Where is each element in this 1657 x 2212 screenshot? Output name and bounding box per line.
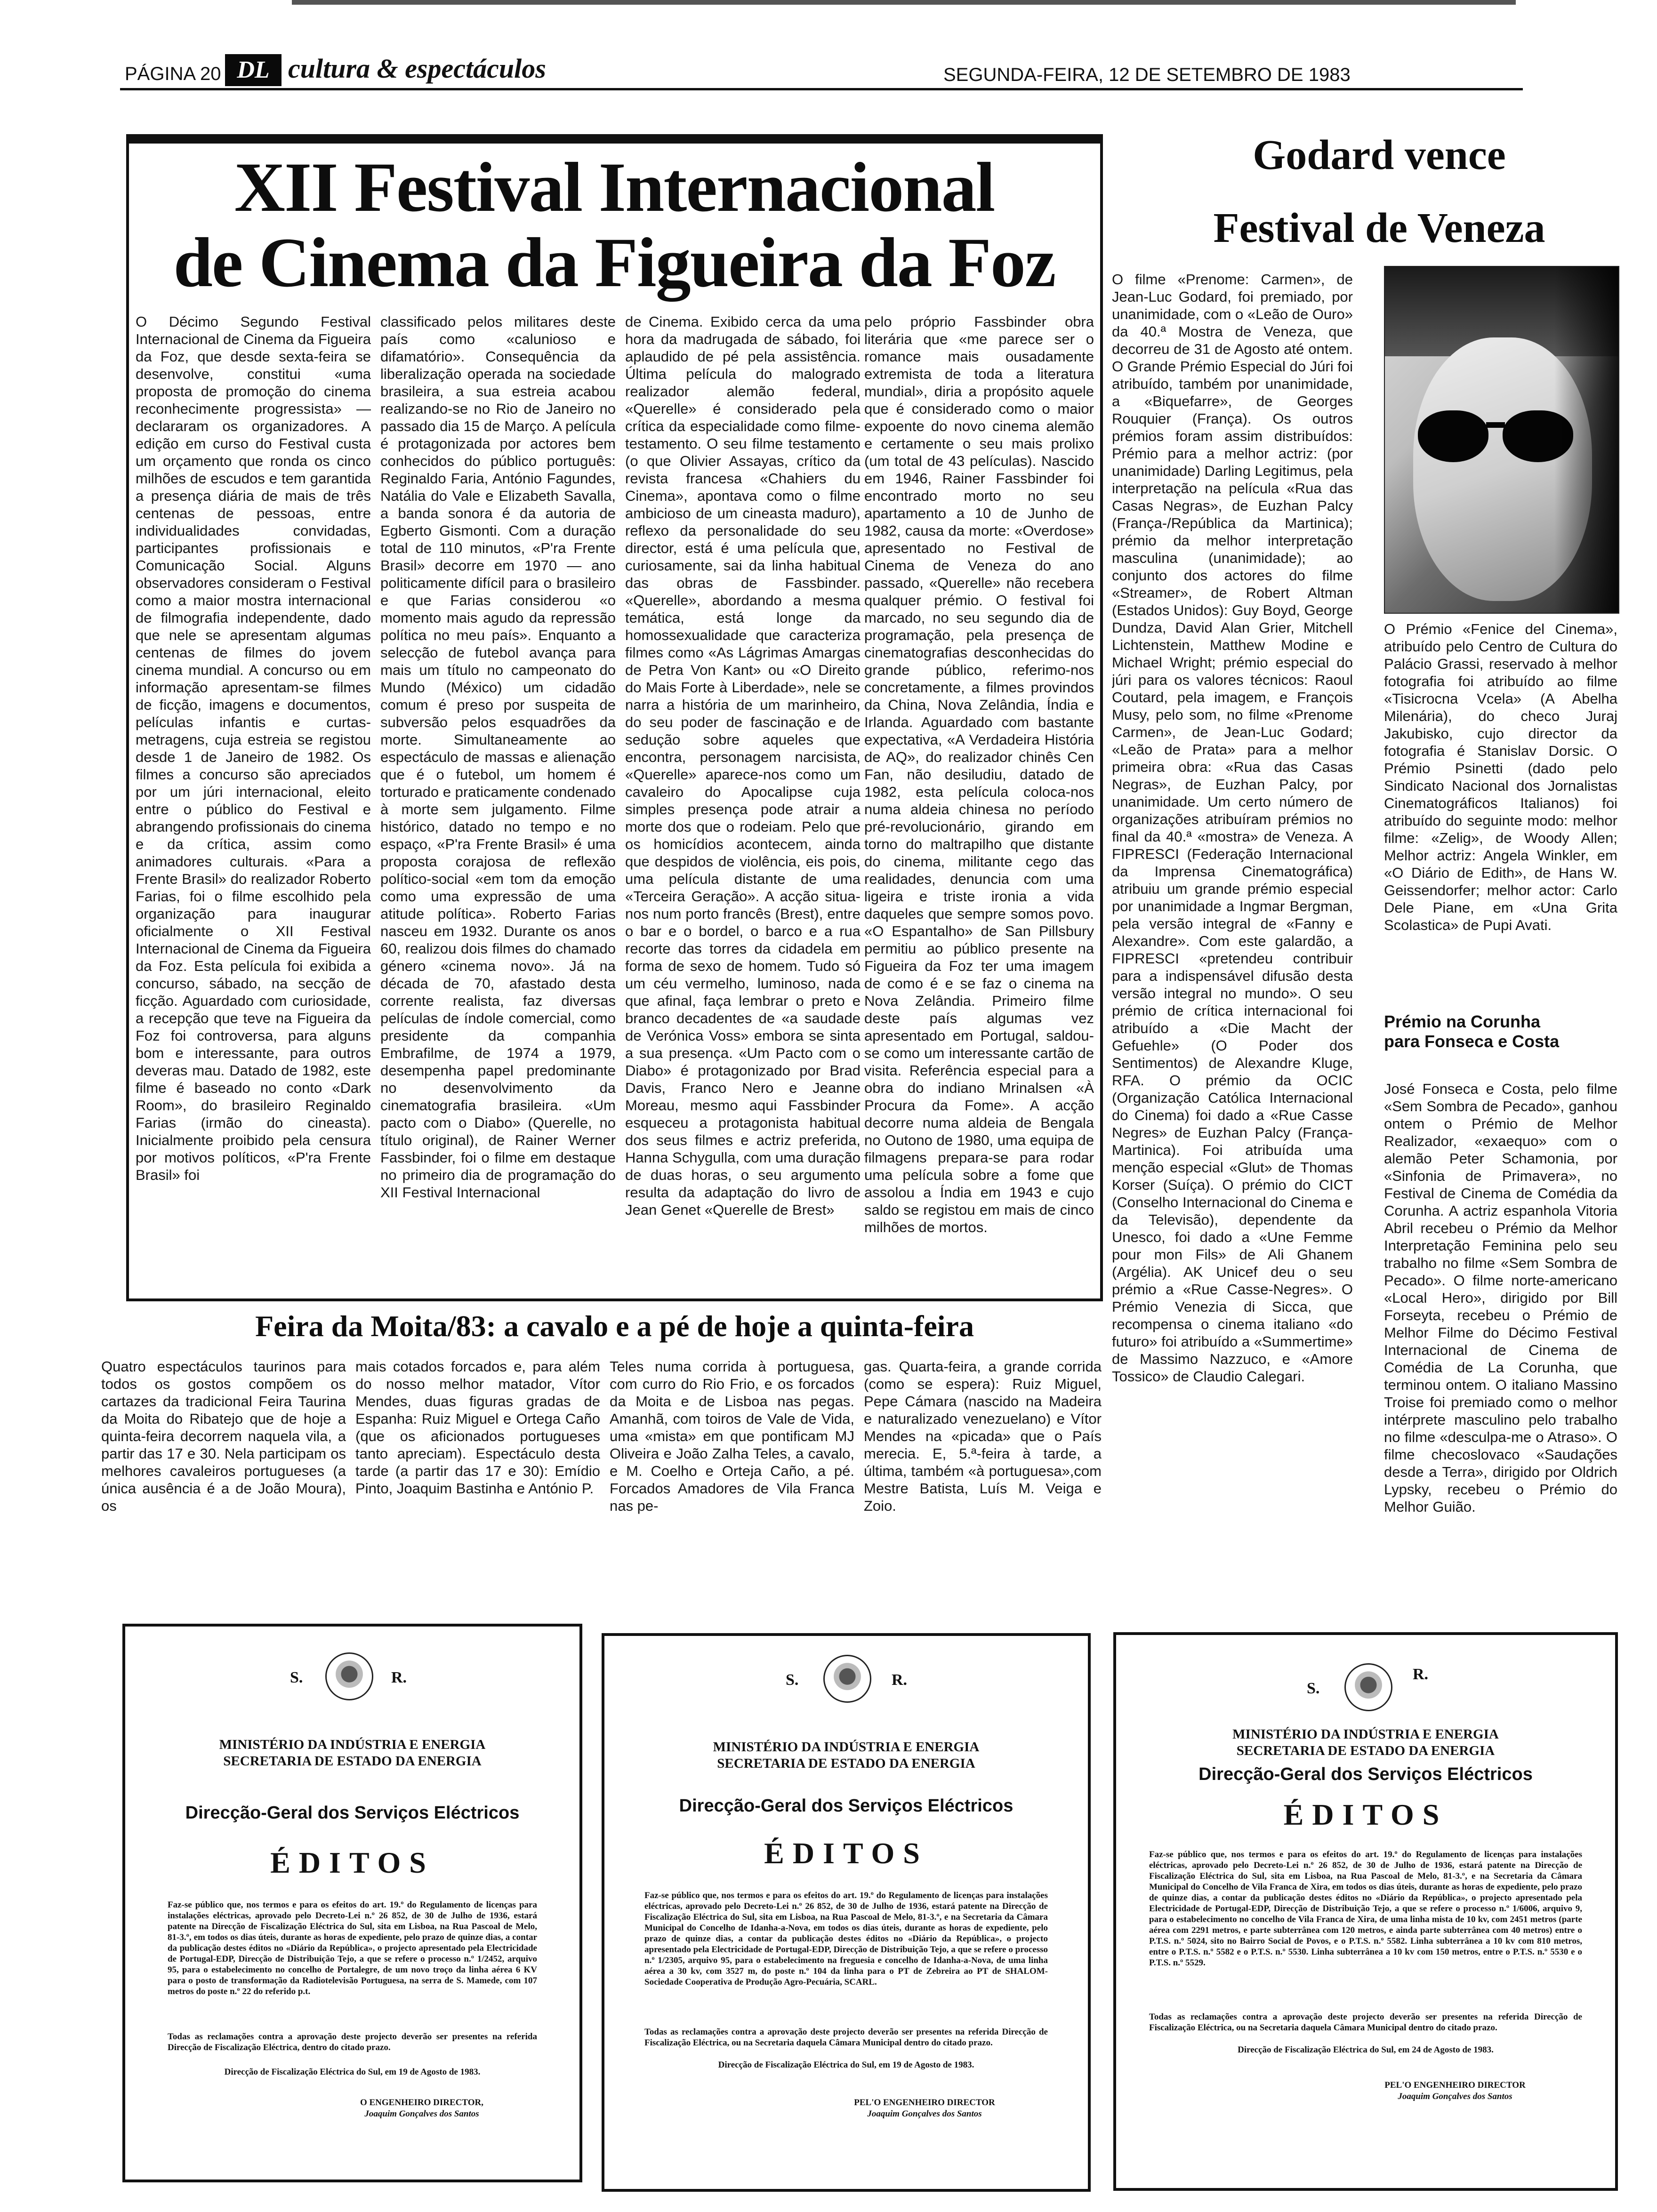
signer-name: Joaquim Gonçalves dos Santos [1398,2092,1512,2101]
signer-title: PEL'O ENGENHEIRO DIRECTOR [1384,2080,1526,2090]
edict-notice-3 [1113,1632,1618,2191]
moita-title: Feira da Moita/83: a cavalo e a pé de hoje a quinta-feira [255,1309,974,1343]
festival-col3: de Cinema. Exibido cerca da uma hora da madrugada de sábado, foi aplaudido de pé pela assistência. Última película do malogrado realizador alemão federal, «Querelle» é considerado pela crítica da especialidade como filme-testamento. O seu filme testamento (o que Olivier Assayas, crítico da revista francesa «Chahiers du Cinema», apontava como o filme ambicioso de um cineasta maduro), reflexo da personalidade do seu director, está é uma película que, curiosamente, sai da linha habitual das obras de Fassbinder. «Querelle», abordando a mesma temática, está longe da homossexualidade que caracteriza filmes como «As Lágrimas Amargas de Petra Von Kant» ou «O Direito do Mais Forte à Liberdade», nele se narra a história de um marinheiro, do seu poder de fascinação e de sedução sobre aqueles que encontra, personagem narcisista, «Querelle» aparece-nos como um cavaleiro do Apocalipse cuja simples presença pode atrair a morte dos que o rodeiam. Pelo que os homicídios acontecem, ainda que despidos de violência, eis pois, uma película distante de uma «Terceira Geração». A acção situa-nos num porto francês (Brest), entre o bar e o bordel, o barco e a rua recorte das torres da cidadela em forma de sexo de homem. Tudo só um céu vermelho, luminoso, nada que afinal, faça lembrar o preto e branco decadentes de «a saudade de Verónica Voss» embora se sinta a sua presença. «Um Pacto com o Diabo» é protagonizado por Brad Davis, Franco Nero e Jeanne Moreau, mesmo aqui Fassbinder esqueceu a protagonista habitual dos seus filmes e actriz preferida, Hanna Schygulla, com uma duração de duas horas, o seu argumento resulta da adaptação do livro de Jean Genet «Querelle de Brest» [625,313,861,1218]
godard-text-right: O Prémio «Fenice del Cinema», atribuído pelo Centro de Cultura do Palácio Grassi, reservado à melhor fotografia foi atribuído ao filme «Tisicrocna Vcela» (A Abelha Milenária), do checo Juraj Jakubisko, cujo director da fotografia é Stanislav Dorsic. O Prémio Psinetti (dado pelo Sindicato Nacional dos Jornalistas Cinematográficos Italianos) foi atribuído do seguinte modo: melhor filme: «Zelig», de Woody Allen; Melhor actriz: Angela Winkler, em «O Diário de Edith», de Hans W. Geissendorfer; melhor actor: Carlo Dele Piane, em «Una Grita Scolastica» de Pupi Avati. [1384,621,1617,933]
corunha-title-line1: Prémio na Corunha [1384,1012,1541,1031]
ministry-name: MINISTÉRIO DA INDÚSTRIA E ENERGIA [1232,1727,1499,1742]
edict-claims: Todas as reclamações contra a aprovação deste projecto deverão ser presentes na referida Direcção de Fiscalização Eléctrica, ou na Secretaria daquela Câmara Municipal dentro do citado prazo. [1149,2012,1582,2033]
coat-of-arms-icon [1344,1663,1392,1711]
edict-body: Faz-se público que, nos termos e para os efeitos do art. 19.º do Regulamento de licenças para instalações eléctricas, aprovado pelo Decreto-Lei n.º 26 852, de 30 de Julho de 1936, estará patente na Direcção de Fiscalização Eléctrica do Sul, sita em Lisboa, na Rua Pascoal de Melo, 81-3.º, e na Secretaria da Câmara Municipal do Concelho de Vila Franca de Xira, em todos os dias úteis, durante as horas de expediente, pelo prazo de quinze dias, a contar da publicação destes éditos no «Diário da República», o projecto apresentado pela Electricidade de Portugal-EDP, Direcção de Distribuição Tejo, a que se refere o processo n.º 1/6006, arquivo 9, para o estabelecimento no concelho de Vila Franca de Xira, de uma linha mista de 10 kv, com 2451 metros (parte aérea com 2291 metros, e parte subterrânea com 120 metros, e ainda parte subterrânea com 40 metros) entre o P.T.S. n.º 5024, sito no Bairro Social de Povos, e o P.T.S. n.º 5582. Linha subterrânea a 10 kv com 810 metros, entre o P.T.S. n.º 5582 e o P.T.S. n.º 5530. Linha subterrânea a 10 kv com 150 metros, entre o P.T.S. n.º 5530 e o P.T.S. n.º 5529. [1149,1850,1582,1968]
signer-name: Joaquim Gonçalves dos Santos [364,2109,479,2119]
godard-text-left: O filme «Prenome: Carmen», de Jean-Luc Godard, foi premiado, por unanimidade, com o «Leão de Ouro» da 40.ª Mostra de Veneza, que decorreu de 31 de Agosto até ontem. O Grande Prémio Especial do Júri foi atribuído, também por unanimidade, a «Biquefarre», de Georges Rouquier (França). Os outros prémios foram assim distribuídos: Prémio para a melhor actriz: (por unanimidade) Darling Legitimus, pela interpretação na película «Rua das Casas Negras», de Euzhan Palcy (França-/República da Martinica); prémio da melhor interpretação masculina (unanimidade); ao conjunto dos actores do filme «Streamer», de Robert Altman (Estados Unidos): Guy Boyd, George Dundza, David Alan Grier, Mitchell Lichtenstein, Matthew Modine e Michael Wright; prémio especial do júri para os valores técnicos: Raoul Coutard, pela imagem, e François Musy, pelo som, no filme «Prenome Carmen», de Jean-Luc Godard; «Leão de Prata» para a melhor primeira obra: «Rua das Casas Negras», de Euzhan Palcy, por unanimidade. Um certo número de organizações atribuíram prémios no final da 40.ª «mostra» de Veneza. A FIPRESCI (Federação Internacional da Imprensa Cinematográfica) atribuiu um grande prémio especial por unanimidade a Ingmar Bergman, pela versão integral de «Fanny e Alexandre». Com este galardão, a FIPRESCI «pretendeu contribuir para a indispensável difusão desta versão integral no mundo». O seu prémio de crítica internacional foi atribuído a «Die Macht der Gefuehle» (O Poder dos Sentimentos) de Alexandre Kluge, RFA. O prémio da OCIC (Organização Católica Internacional do Cinema) foi dado a «Rue Casse Negres» de Euzhan Palcy (França-Martinica). Foi atribuída uma menção especial «Glut» de Thomas Korser (Suíça). O prémio do CICT (Conselho Internacional do Cinema e da Televisão), dependente da Unesco, foi dado a «Une Femme pour mon Fils» de Ali Ghanem (Argélia). AK Unicef deu o seu prémio a «Rue Casse-Negres». O Prémio Venezia di Sicca, que recompensa o cinema italiano «do futuro» foi atribuído a «Summertime» de Massimo Nazzuco, e «Amore Tossico» de Claudio Calegari. [1112,271,1353,1385]
notice-sr-s: S. [786,1671,799,1689]
notice-sr-r: R. [391,1669,407,1686]
corunha-text: José Fonseca e Costa, pelo filme «Sem Sombra de Pecado», ganhou ontem o Prémio de Melhor Realizador, «exaequo» com o alemão Peter Schamonia, por «Sinfonia de Primavera», no Festival de Cinema de Comédia da Corunha. A actriz espanhola Vitoria Abril recebeu o Prémio da Melhor Interpretação Feminina pelo seu trabalho no filme «Sem Sombra de Pecado». O filme norte-americano «Local Hero», dirigido por Bill Forseyta, recebeu o Prémio de Melhor Filme do Décimo Festival Internacional de Cinema de Comédia de La Corunha, que terminou ontem. O italiano Massino Troise foi premiado como o melhor intérprete masculino pelo trabalho no filme «desculpa-me o Atraso». O filme checoslovaco «Saudações desde a Terra», dirigido por Oldrich Lypsky, recebeu o Prémio do Melhor Guião. [1384,1081,1617,1515]
edict-heading: ÉDITOS [764,1836,928,1870]
ministry-name: MINISTÉRIO DA INDÚSTRIA E ENERGIA [713,1739,980,1755]
edict-body: Faz-se público que, nos termos e para os efeitos do art. 19.º do Regulamento de licenças para instalações eléctricas, aprovado pelo Decreto-Lei n.º 26 852, de 30 de Julho de 1936, estará patente na Direcção de Fiscalização Eléctrica do Sul, sita em Lisboa, na Rua Pascoal de Melo, 81-3.º, em todos os dias úteis, durante as horas de expediente, pelo prazo de quinze dias, a contar da publicação destes éditos no «Diário da República», o projecto apresentado pela Electricidade de Portugal-EDP, Direcção de Distribuição Tejo, a que se refere o processo n.º 1/2452, arquivo 95, para o estabelecimento no concelho de Portalegre, de um novo troço da linha aérea 6 KV para o posto de transformação da Radiotelevisão Portuguesa, na serra de S. Mamede, com 107 metros do poste n.º 22 do referido p.t. [168,1900,537,1996]
edict-notice-2 [602,1633,1091,2192]
festival-title-line1: XII Festival Internacional [234,148,995,226]
godard-title-line2: Festival de Veneza [1213,205,1545,251]
moita-col4: gas. Quarta-feira, a grande corrida (como se espera): Ruiz Miguel, Pepe Cámara (nascido na Madeira e naturalizado venezuelano) e Vítor Mendes na «picada» que o País merecia. E, 5.ª-feira à tarde, a última, também «à portuguesa»,com Mestre Batista, Luís M. Veiga e Zoio. [864,1358,1102,1514]
page-number: PÁGINA 20 [125,64,221,84]
edict-claims: Todas as reclamações contra a aprovação deste projecto deverão ser presentes na referida Direcção de Fiscalização Eléctrica, ou na Secretaria daquela Câmara Municipal dentro do citado prazo. [644,2027,1048,2048]
directorate-name: Direcção-Geral dos Serviços Eléctricos [679,1796,1014,1816]
edict-body: Faz-se público que, nos termos e para os efeitos do art. 19.º do Regulamento de licenças para instalações eléctricas, aprovado pelo Decreto-Lei n.º 26 852, de 30 de Julho de 1936, estará patente na Direcção de Fiscalização Eléctrica do Sul, sita em Lisboa, na Rua Pascoal de Melo, 81-3.º, e na Secretaria da Câmara Municipal do Concelho de Idanha-a-Nova, em todos os dias úteis, durante as horas de expediente, pelo prazo de quinze dias, a contar da publicação destes éditos no «Diário da República», o projecto apresentado pela Electricidade de Portugal-EDP, Direcção de Distribuição Tejo, a que se refere o processo n.º 1/2305, arquivo 95, para o estabelecimento na freguesia e concelho de Idanha-a-Nova, de uma linha aérea a 30 kv, com 3527 m, do poste n.º 104 da linha para o PT de Zebreira ao PT de SHALOM-Sociedade Cooperativa de Produção Agro-Pecuária, SCARL. [644,1891,1048,1987]
godard-title-line1: Godard vence [1253,132,1506,178]
section-name: cultura & espectáculos [288,53,546,84]
directorate-name: Direcção-Geral dos Serviços Eléctricos [1199,1764,1533,1784]
festival-title-line2: de Cinema da Figueira da Foz [173,224,1055,302]
notice-sr-s: S. [290,1669,303,1686]
moita-col1: Quatro espectáculos taurinos para todos os gostos compõem os cartazes da tradicional Feira Taurina da Moita do Ribatejo que de hoje a quinta-feira decorrem naquela vila, a partir das 17 e 30. Nela participam os melhores cavaleiros portugueses (a única ausência é a de João Moura), os [101,1358,346,1514]
newspaper-logo: DL [225,54,282,86]
signer-title: O ENGENHEIRO DIRECTOR, [360,2098,483,2108]
secretariat-name: SECRETARIA DE ESTADO DA ENERGIA [717,1756,975,1771]
moita-col2: mais cotados forcados e, para além do nosso melhor matador, Vítor Mendes, duas figuras gradas de Espanha: Ruiz Miguel e Ortega Caño (que os aficionados portugueses tanto apreciam). Espectáculo desta tarde (a partir das 17 e 30): Emídio Pinto, Joaquim Bastinha e António P. [355,1358,600,1497]
issue-date: SEGUNDA-FEIRA, 12 DE SETEMBRO DE 1983 [943,64,1351,85]
festival-col4: pelo próprio Fassbinder obra literária que «me parece ser o romance mais ousadamente extremista de toda a literatura mundial», diria a propósito aquele que é considerado como o maior expoente do novo cinema alemão e certamente o seu mais prolixo (um total de 43 películas). Nascido em 1946, Rainer Fassbinder foi encontrado morto no seu apartamento a 10 de Junho de 1982, causa da morte: «Overdose» apresentado no Festival de Cinema de Veneza do ano passado, «Querelle» não recebera qualquer prémio. O festival foi marcado, no seu segundo dia de programação, pela presença de cinematografias desconhecidas do grande público, referimo-nos concretamente, a filmes provindos da China, Nova Zelândia, Índia e Irlanda. Aguardado com bastante expectativa, «A Verdadeira História de AQ», do realizador chinês Cen Fan, não desiludiu, datado de 1982, esta película coloca-nos numa aldeia chinesa no período pré-revolucionário, girando em torno do maltrapilho que distante do cinema, militante cego das realidades, denuncia com uma ligeira e triste ironia a vida daqueles que sempre somos povo. «O Espantalho» de San Pillsbury permitiu ao público presente na Figueira da Foz ter uma imagem de como é e se faz o cinema na Nova Zelândia. Primeiro filme deste país algumas vez apresentado em Portugal, saldou-se como um interessante cartão de visita. Referência especial para a obra do indiano Mrinalsen «À Procura da Fome». A acção decorre numa aldeia de Bengala no Outono de 1980, uma equipa de filmagens prepara-se para rodar uma película sobre a fome que assolou a Índia em 1943 e cujo saldo se registou em mais de cinco milhões de mortos. [864,313,1094,1235]
signer-name: Joaquim Gonçalves dos Santos [867,2109,982,2119]
secretariat-name: SECRETARIA DE ESTADO DA ENERGIA [223,1754,482,1769]
edict-notice-1 [122,1624,582,2182]
edict-heading: ÉDITOS [270,1846,434,1879]
festival-col1: O Décimo Segundo Festival Internacional de Cinema da Figueira da Foz, que desde sexta-feira se desenvolve, constitui «uma proposta de promoção do cinema reconhecimente progressista» — declararam os organizadores. A edição em curso do Festival custa um orçamento que ronda os cinco milhões de escudos e tem garantida a presença diária de mais de três centenas de pessoas, entre individualidades convidadas, participantes profissionais e Comunicação Social. Alguns observadores consideram o Festival como a maior mostra internacional de filmografia independente, dado que nele se apresentam algumas centenas de filmes do jovem cinema mundial. A concurso ou em informação apresentam-se filmes de ficção, imagens e documentos, películas infantis e curtas-metragens, cuja estreia se registou desde 1 de Janeiro de 1982. Os filmes a concurso são apreciados por um júri internacional, eleito entre o público do Festival e abrangendo profissionais do cinema e da crítica, assim como animadores culturais. «Para a Frente Brasil» do realizador Roberto Farias, foi o filme escolhido pela organização para inaugurar oficialmente o XII Festival Internacional de Cinema da Figueira da Foz. Esta película foi exibida a concurso, sábado, na secção de ficção. Aguardado com curiosidade, a recepção que teve na Figueira da Foz foi controversa, para alguns bom e interessante, para outros deveras mau. Datado de 1982, este filme é baseado no conto «Dark Room», do brasileiro Reginaldo Farias (irmão do cineasta). Inicialmente proibido pela censura por motivos políticos, «P'ra Frente Brasil» foi [136,313,371,1183]
edict-place-date: Direcção de Fiscalização Eléctrica do Sul, em 24 de Agosto de 1983. [1238,2045,1494,2055]
festival-col2: classificado pelos militares deste país como «calunioso e difamatório». Consequência da liberalização operada na sociedade brasileira, a sua estreia acabou realizando-se no Rio de Janeiro no passado dia 15 de Março. A película é protagonizada por actores bem conhecidos do público português: Reginaldo Faria, António Fagundes, Natália do Vale e Elizabeth Savalla, a banda sonora é da autoria de Egberto Gismonti. Com a duração total de 110 minutos, «P'ra Frente Brasil» decorre em 1970 — ano politicamente difícil para o brasileiro e que Farias considerou «o momento mais agudo da repressão política no meu país». Enquanto a selecção de futebol avança para mais um título no campeonato do Mundo (México) um cidadão comum é preso por suspeita de subversão pelos esquadrões da morte. Simultaneamente ao espectáculo de massas e alienação que é o futebol, um homem é torturado e praticamente condenado à morte sem julgamento. Filme histórico, datado no tempo e no espaço, «P'ra Frente Brasil» é uma proposta corajosa de reflexão político-social «em tom da emoção como uma expressão de uma atitude política». Roberto Farias nasceu em 1932. Durante os anos 60, realizou dois filmes do chamado género «cinema novo». Já na década de 70, afastado desta corrente realista, faz diversas películas de índole comercial, como presidente da companhia Embrafilme, de 1974 a 1979, desempenha papel predominante no desenvolvimento da cinematografia brasileira. «Um pacto com o Diabo» (Querelle, no título original), de Rainer Werner Fassbinder, foi o filme em destaque no primeiro dia de programação do XII Festival Internacional [380,313,616,1201]
edict-place-date: Direcção de Fiscalização Eléctrica do Sul, em 19 de Agosto de 1983. [718,2060,974,2070]
ministry-name: MINISTÉRIO DA INDÚSTRIA E ENERGIA [219,1737,486,1752]
signer-title: PEL'O ENGENHEIRO DIRECTOR [854,2098,995,2108]
edict-heading: ÉDITOS [1283,1798,1448,1831]
notice-sr-r: R. [892,1671,908,1689]
edict-place-date: Direcção de Fiscalização Eléctrica do Sul, em 19 de Agosto de 1983. [224,2067,481,2077]
secretariat-name: SECRETARIA DE ESTADO DA ENERGIA [1236,1743,1495,1758]
coat-of-arms-icon [823,1655,871,1703]
coat-of-arms-icon [325,1652,373,1700]
moita-col3: Teles numa corrida à portuguesa, com curro do Rio Frio, e os forcados da Moita e de Lisboa nas pegas. Amanhã, com toiros de Vale de Vida, uma «mista» em que pontificam MJ Oliveira e João Zalha Teles, a cavalo, e M. Coelho e Orteja Caño, a pé. Forcados Amadores de Vila Franca nas pe- [610,1358,854,1514]
corunha-title-line2: para Fonseca e Costa [1384,1032,1560,1051]
notice-sr-r: R. [1413,1666,1429,1683]
directorate-name: Direcção-Geral dos Serviços Eléctricos [185,1803,520,1823]
notice-sr-s: S. [1307,1680,1320,1697]
edict-claims: Todas as reclamações contra a aprovação deste projecto deverão ser presentes na referida Direcção de Fiscalização Eléctrica, dentro do citado prazo. [168,2032,537,2052]
